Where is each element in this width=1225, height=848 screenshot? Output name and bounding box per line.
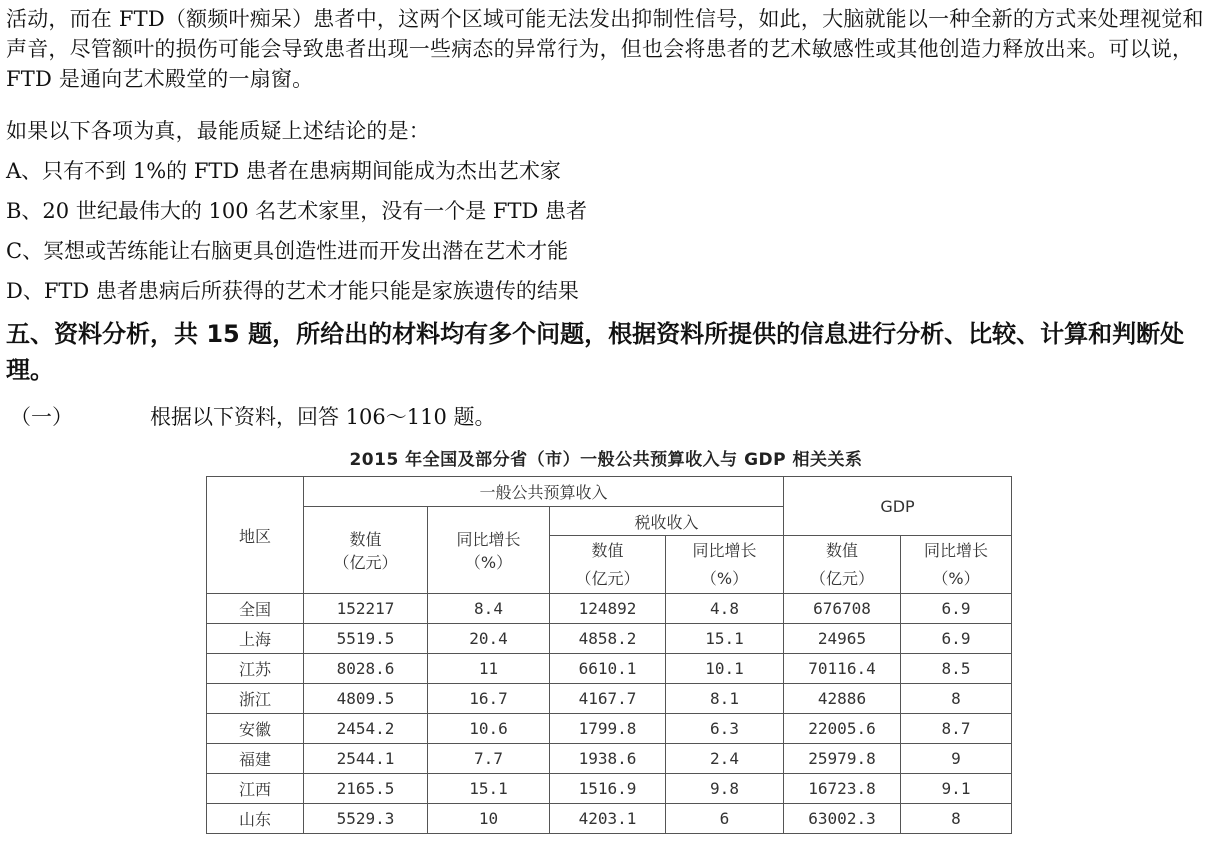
- header-tax-value-label: 数值: [591, 540, 624, 560]
- cell-region: 江苏: [207, 654, 304, 684]
- table-row: [207, 804, 1012, 834]
- cell-budget-growth: 16.7: [428, 684, 550, 714]
- cell-gdp-growth: 8.5: [901, 654, 1012, 684]
- header-tax-revenue: 税收收入: [550, 507, 784, 536]
- table-row: [207, 744, 1012, 774]
- cell-gdp-growth: 6.9: [901, 624, 1012, 654]
- data-table: [206, 476, 1012, 834]
- header-tax-value-unit: （亿元）: [575, 568, 640, 588]
- header-gdp-value-unit: （亿元）: [809, 568, 874, 588]
- header-budget-revenue: 一般公共预算收入: [304, 477, 784, 507]
- cell-budget-value: 2544.1: [304, 744, 428, 774]
- cell-tax-value: 1516.9: [550, 774, 666, 804]
- header-tax-growth-unit: （%）: [700, 568, 749, 588]
- table-row: [207, 654, 1012, 684]
- header-tax-value: [550, 536, 666, 594]
- cell-budget-growth: 8.4: [428, 594, 550, 624]
- cell-tax-growth: 8.1: [666, 684, 784, 714]
- section-heading: 五、资料分析，共 15 题，所给出的材料均有多个问题，根据资料所提供的信息进行分析、比较、计算和判断处理。: [6, 320, 1185, 384]
- cell-region: 浙江: [207, 684, 304, 714]
- header-gdp-value: [784, 536, 901, 594]
- cell-tax-growth: 4.8: [666, 594, 784, 624]
- cell-gdp-growth: 8: [901, 684, 1012, 714]
- header-gdp-value-label: 数值: [825, 540, 858, 560]
- cell-region: 福建: [207, 744, 304, 774]
- header-budget-value: [304, 507, 428, 594]
- cell-tax-growth: 10.1: [666, 654, 784, 684]
- option-d: D、FTD 患者患病后所获得的艺术才能只能是家族遗传的结果: [6, 279, 579, 303]
- passage-paragraph: 活动，而在 FTD（额频叶痴呆）患者中，这两个区域可能无法发出抑制性信号，如此，大脑就能以一种全新的方式来处理视觉和声音，尽管额叶的损伤可能会导致患者出现一些病态的异常行为，但也会将患者的艺术敏感性或其他创造力释放出来。可以说，FTD 是通向艺术殿堂的一扇窗。: [6, 7, 1204, 91]
- cell-tax-growth: 9.8: [666, 774, 784, 804]
- cell-tax-growth: 6: [666, 804, 784, 834]
- header-gdp-growth-label: 同比增长: [923, 540, 988, 560]
- cell-tax-growth: 6.3: [666, 714, 784, 744]
- cell-region: 安徽: [207, 714, 304, 744]
- cell-gdp-growth: 6.9: [901, 594, 1012, 624]
- cell-budget-value: 5529.3: [304, 804, 428, 834]
- option-b: B、20 世纪最伟大的 100 名艺术家里，没有一个是 FTD 患者: [6, 199, 588, 223]
- cell-budget-growth: 10.6: [428, 714, 550, 744]
- cell-tax-value: 1938.6: [550, 744, 666, 774]
- table-row: [207, 684, 1012, 714]
- cell-gdp-value: 22005.6: [784, 714, 901, 744]
- header-tax-growth-label: 同比增长: [692, 540, 757, 560]
- header-budget-growth-unit: （%）: [464, 553, 513, 572]
- subsection-number: （一）: [10, 405, 73, 429]
- cell-tax-value: 4167.7: [550, 684, 666, 714]
- cell-gdp-value: 16723.8: [784, 774, 901, 804]
- table-row: [207, 714, 1012, 744]
- cell-region: 全国: [207, 594, 304, 624]
- header-gdp: GDP: [784, 477, 1012, 536]
- header-budget-growth-label: 同比增长: [456, 530, 521, 549]
- header-budget-growth: [428, 507, 550, 594]
- cell-gdp-growth: 8: [901, 804, 1012, 834]
- header-tax-growth: [666, 536, 784, 594]
- cell-tax-value: 4203.1: [550, 804, 666, 834]
- cell-tax-value: 124892: [550, 594, 666, 624]
- cell-budget-value: 4809.5: [304, 684, 428, 714]
- header-gdp-growth: [901, 536, 1012, 594]
- cell-budget-growth: 15.1: [428, 774, 550, 804]
- cell-tax-value: 4858.2: [550, 624, 666, 654]
- cell-gdp-value: 63002.3: [784, 804, 901, 834]
- cell-gdp-growth: 9: [901, 744, 1012, 774]
- cell-region: 上海: [207, 624, 304, 654]
- table-row: [207, 624, 1012, 654]
- option-a: A、只有不到 1%的 FTD 患者在患病期间能成为杰出艺术家: [6, 159, 561, 183]
- cell-gdp-growth: 9.1: [901, 774, 1012, 804]
- option-c: C、冥想或苦练能让右脑更具创造性进而开发出潜在艺术才能: [6, 239, 569, 263]
- cell-gdp-value: 42886: [784, 684, 901, 714]
- question-prompt: 如果以下各项为真，最能质疑上述结论的是：: [6, 119, 430, 143]
- cell-budget-value: 2165.5: [304, 774, 428, 804]
- cell-budget-growth: 11: [428, 654, 550, 684]
- table-title: 2015 年全国及部分省（市）一般公共预算收入与 GDP 相关关系: [349, 450, 863, 470]
- table-row: [207, 594, 1012, 624]
- cell-tax-value: 1799.8: [550, 714, 666, 744]
- cell-tax-value: 6610.1: [550, 654, 666, 684]
- table-row: [207, 774, 1012, 804]
- cell-gdp-value: 24965: [784, 624, 901, 654]
- header-gdp-growth-unit: （%）: [932, 568, 980, 588]
- cell-gdp-value: 25979.8: [784, 744, 901, 774]
- cell-gdp-value: 70116.4: [784, 654, 901, 684]
- cell-region: 山东: [207, 804, 304, 834]
- subsection-instruction: 根据以下资料，回答 106～110 题。: [150, 405, 496, 429]
- cell-budget-value: 5519.5: [304, 624, 428, 654]
- cell-budget-value: 8028.6: [304, 654, 428, 684]
- header-budget-value-label: 数值: [349, 530, 382, 549]
- cell-budget-growth: 7.7: [428, 744, 550, 774]
- cell-region: 江西: [207, 774, 304, 804]
- cell-budget-growth: 20.4: [428, 624, 550, 654]
- cell-gdp-growth: 8.7: [901, 714, 1012, 744]
- cell-gdp-value: 676708: [784, 594, 901, 624]
- header-region: 地区: [207, 477, 304, 594]
- cell-tax-growth: 15.1: [666, 624, 784, 654]
- cell-tax-growth: 2.4: [666, 744, 784, 774]
- header-budget-value-unit: （亿元）: [333, 553, 398, 572]
- cell-budget-growth: 10: [428, 804, 550, 834]
- cell-budget-value: 152217: [304, 594, 428, 624]
- cell-budget-value: 2454.2: [304, 714, 428, 744]
